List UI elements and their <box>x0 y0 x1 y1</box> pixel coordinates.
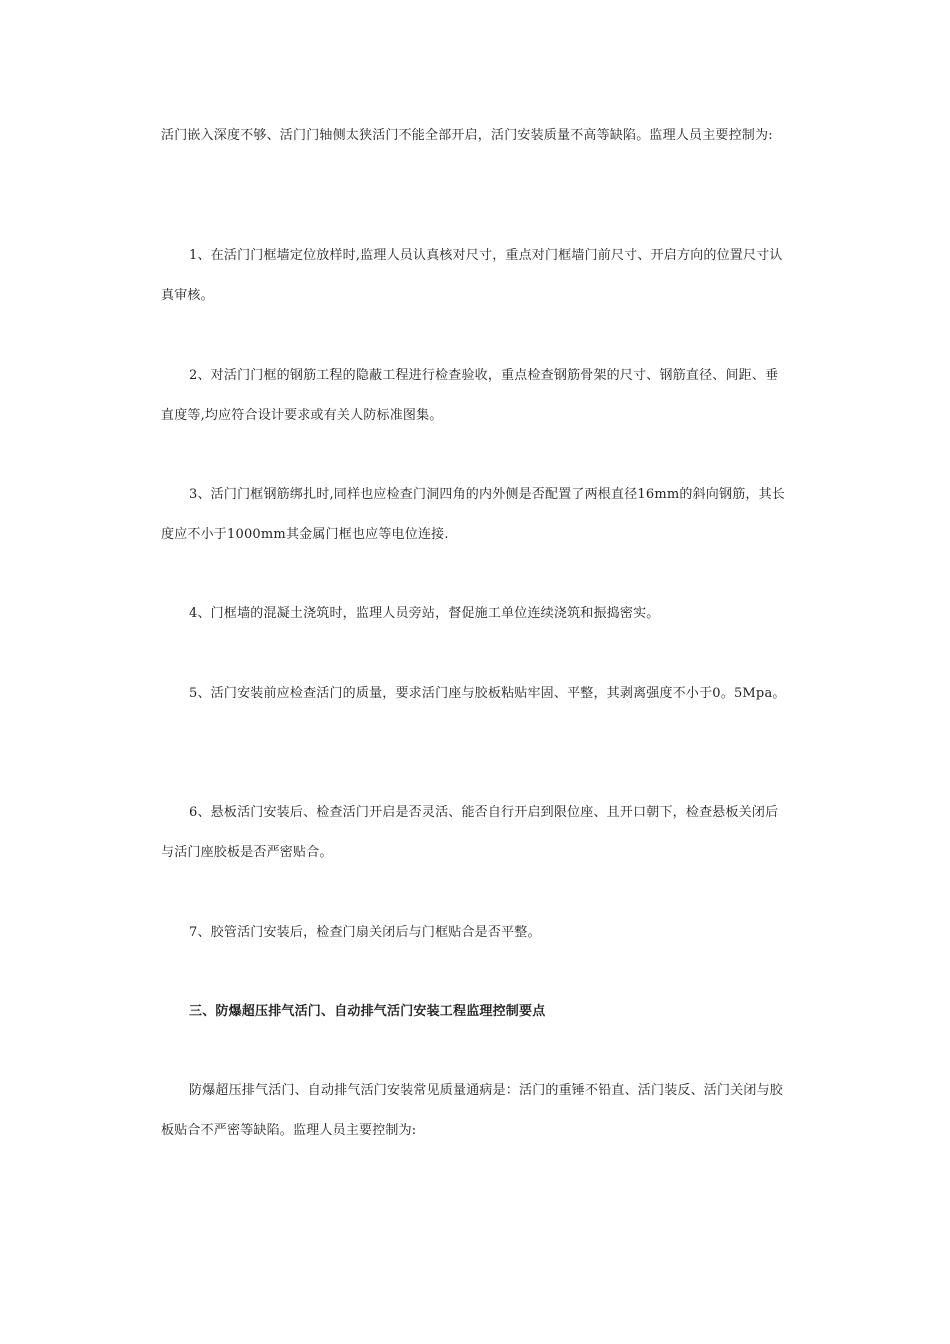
paragraph-item-3: 3、活门门框钢筋绑扎时,同样也应检查门洞四角的内外侧是否配置了两根直径16mm的斜向钢筋，其长度应不小于1000mm其金属门框也应等电位连接. <box>161 487 786 542</box>
paragraph-item-4: 4、门框墙的混凝土浇筑时，监理人员旁站，督促施工单位连续浇筑和振捣密实。 <box>189 606 660 621</box>
paragraph-item-2: 2、对活门门框的钢筋工程的隐蔽工程进行检查验收，重点检查钢筋骨架的尺寸、钢筋直径、间距、垂直度等,均应符合设计要求或有关人防标准图集。 <box>161 368 779 423</box>
paragraph-item-5: 5、活门安装前应检查活门的质量，要求活门座与胶板粘贴牢固、平整，其剥离强度不小于0。5Mpa。 <box>189 686 786 701</box>
paragraph-item-6: 6、悬板活门安装后、检查活门开启是否灵活、能否自行开启到限位座、且开口朝下，检查悬板关闭后与活门座胶板是否严密贴合。 <box>161 805 779 860</box>
paragraph-item-7: 7、胶管活门安装后，检查门扇关闭后与门框贴合是否平整。 <box>189 925 541 940</box>
paragraph-item-1: 1、在活门门框墙定位放样时,监理人员认真核对尺寸，重点对门框墙门前尺寸、开启方向的位置尺寸认真审核。 <box>161 248 783 303</box>
paragraph-intro: 活门嵌入深度不够、活门门轴侧太狭活门不能全部开启，活门安装质量不高等缺陷。监理人员主要控制为: <box>161 128 773 143</box>
section-heading: 三、防爆超压排气活门、自动排气活门安装工程监理控制要点 <box>189 1004 546 1019</box>
paragraph-section-intro: 防爆超压排气活门、自动排气活门安装常见质量通病是：活门的重锤不铅直、活门装反、活门关闭与胶板贴合不严密等缺陷。监理人员主要控制为: <box>161 1083 784 1138</box>
